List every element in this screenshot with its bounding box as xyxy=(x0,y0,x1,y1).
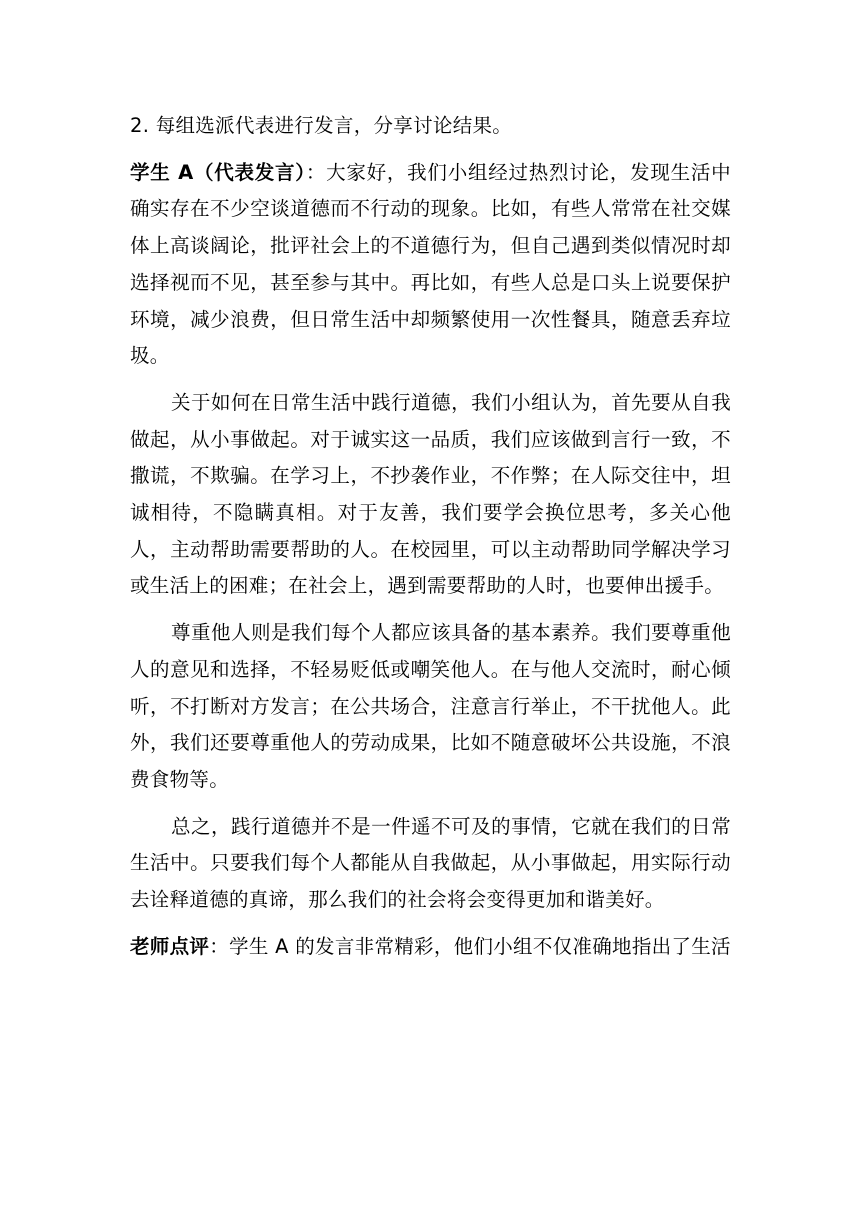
document-body xyxy=(130,108,731,965)
student-a-speaker-label: 学生 A（代表发言） xyxy=(130,160,306,184)
teacher-separator: ： xyxy=(209,934,230,958)
practice-paragraph: 关于如何在日常生活中践行道德，我们小组认为，首先要从自我做起，从小事做起。对于诚实这一品质，我们应该做到言行一致，不撒谎，不欺骗。在学习上，不抄袭作业，不作弊；在人际交往中，坦诚相待，不隐瞒真相。对于友善，我们要学会换位思考，多关心他人，主动帮助需要帮助的人。在校园里，可以主动帮助同学解决学习或生活上的困难；在社会上，遇到需要帮助的人时，也要伸出援手。 xyxy=(130,390,731,598)
respect-paragraph: 尊重他人则是我们每个人都应该具备的基本素养。我们要尊重他人的意见和选择，不轻易贬低或嘲笑他人。在与他人交流时，耐心倾听，不打断对方发言；在公共场合，注意言行举止，不干扰他人。此外，我们还要尊重他人的劳动成果，比如不随意破坏公共设施，不浪费食物等。 xyxy=(130,621,731,791)
student-a-speech-text: 大家好，我们小组经过热烈讨论，发现生活中确实存在不少空谈道德而不行动的现象。比如，有些人常常在社交媒体上高谈阔论，批评社会上的不道德行为，但自己遇到类似情况时却选择视而不见，甚至参与其中。再比如，有些人总是口头上说要保护环境，减少浪费，但日常生活中却频繁使用一次性餐具，随意丢弃垃圾。 xyxy=(130,160,731,368)
teacher-comment xyxy=(130,929,731,966)
conclusion-paragraph: 总之，践行道德并不是一件遥不可及的事情，它就在我们的日常生活中。只要我们每个人都能从自我做起，从小事做起，用实际行动去诠释道德的真谛，那么我们的社会将会变得更加和谐美好。 xyxy=(130,814,731,912)
teacher-speaker-label: 老师点评 xyxy=(130,934,210,958)
discussion-step-2: 2. 每组选派代表进行发言，分享讨论结果。 xyxy=(130,114,513,137)
teacher-comment-text: 学生 A 的发言非常精彩，他们小组不仅准确地指出了生活 xyxy=(229,934,731,958)
student-a-separator: ： xyxy=(305,160,327,184)
student-a-speech-opening xyxy=(130,155,731,375)
